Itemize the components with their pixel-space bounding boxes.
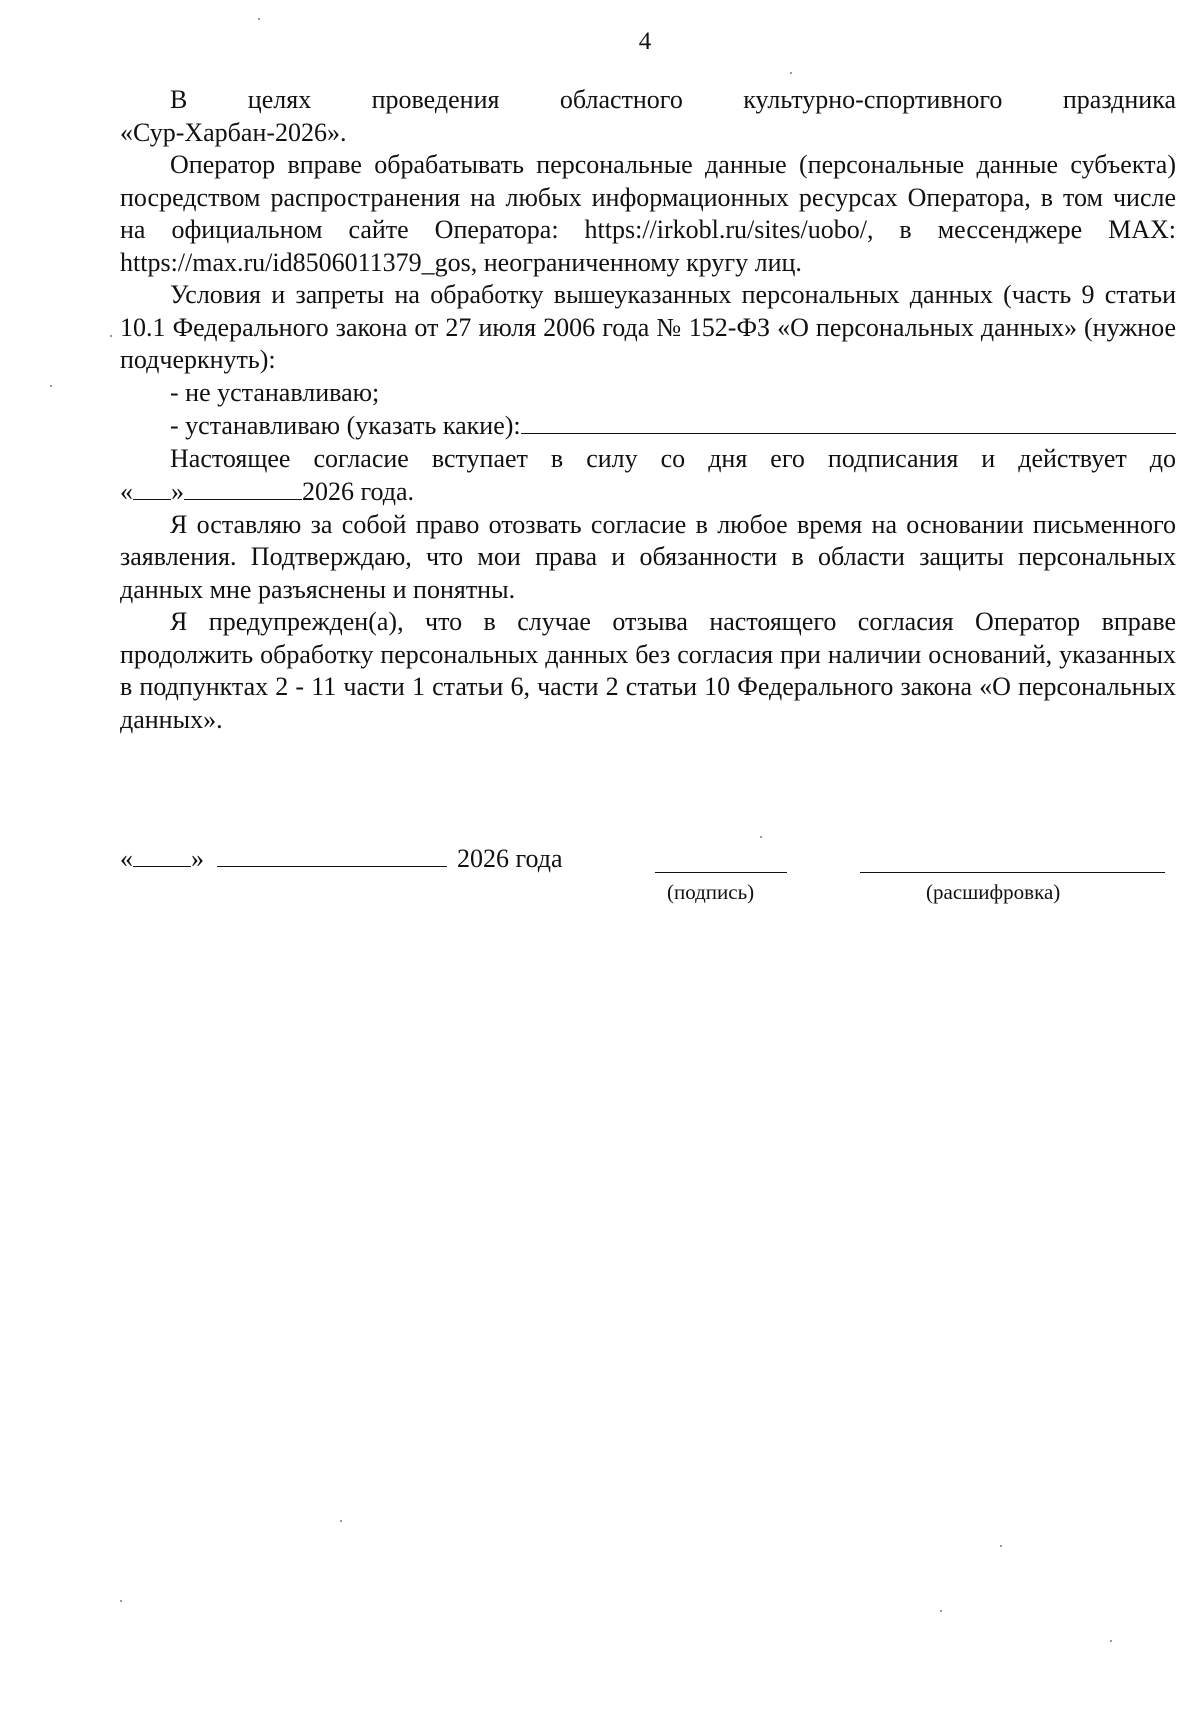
signature-year: 2026 года [457,844,563,873]
signature-date [120,842,563,874]
signature-open-quote: « [120,844,133,873]
page-number: 4 [638,28,652,55]
scan-speck [940,1610,942,1612]
conditions-paragraph: Условия и запреты на обработку вышеуказанных персональных данных (часть 9 статьи 10.1 Федерального закона от 27 июля 2006 года № 152-ФЗ «О персональных данных» (нужное подчеркнуть): [120,280,1176,374]
validity-open-quote: « [120,477,133,506]
signature-day-blank[interactable] [133,842,191,867]
validity-month-blank[interactable] [184,475,302,500]
scan-speck [1110,1640,1112,1642]
revoke-paragraph: Я оставляю за собой право отозвать согласие в любое время на основании письменного заявления. Подтверждаю, что мои права и обязанности в области защиты персональных данных мне разъяснены и понятны. [120,509,1176,604]
validity-close-quote: » [171,477,184,506]
signature-blank[interactable] [655,848,787,873]
scan-speck [760,836,762,838]
scan-speck [1000,1545,1002,1547]
scan-speck [110,335,112,337]
decryption-caption: (расшифровка) [926,880,1061,904]
scan-speck [340,1520,342,1522]
operator-rights-paragraph: Оператор вправе обрабатывать персональные данные (персональные данные субъекта) посредством распространения на любых информационных ресурсах Оператора, в том числе на официальном сайте Оператора: https://irkobl.ru/sites/uobo/, в мессенджере MAX: https://max.ru/id8506011379_gos, неограниченному кругу лиц. [120,150,1176,277]
consent-body [120,84,1176,736]
validity-date-line [120,475,1176,509]
scan-speck [120,1600,122,1602]
conditions-fill-line[interactable] [521,409,1176,434]
scan-speck [790,72,792,74]
decryption-blank[interactable] [860,848,1165,873]
signature-caption: (подпись) [667,880,755,904]
option-set-line [120,409,1176,443]
scan-speck [50,385,52,387]
scan-speck [258,18,260,20]
validity-day-blank[interactable] [133,475,171,500]
validity-year: 2026 года. [302,477,415,506]
warning-paragraph: Я предупрежден(а), что в случае отзыва настоящего согласия Оператор вправе продолжить обработку персональных данных без согласия при наличии оснований, указанных в подпунктах 2 - 11 части 1 статьи 6, части 2 статьи 10 Федерального закона «О персональных данных». [120,607,1176,734]
signature-close-quote: » [191,844,204,873]
option-set-label: - устанавливаю (указать какие): [170,411,521,440]
purpose-paragraph-line1: В целях проведения областного культурно-спортивного праздника [170,85,1176,114]
signature-month-blank[interactable] [217,842,447,867]
purpose-paragraph-line2: «Сур-Харбан-2026». [120,117,347,147]
option-not-set: - не устанавливаю; [170,377,380,407]
validity-paragraph-line1: Настоящее согласие вступает в силу со дня его подписания и действует до [170,443,1176,473]
